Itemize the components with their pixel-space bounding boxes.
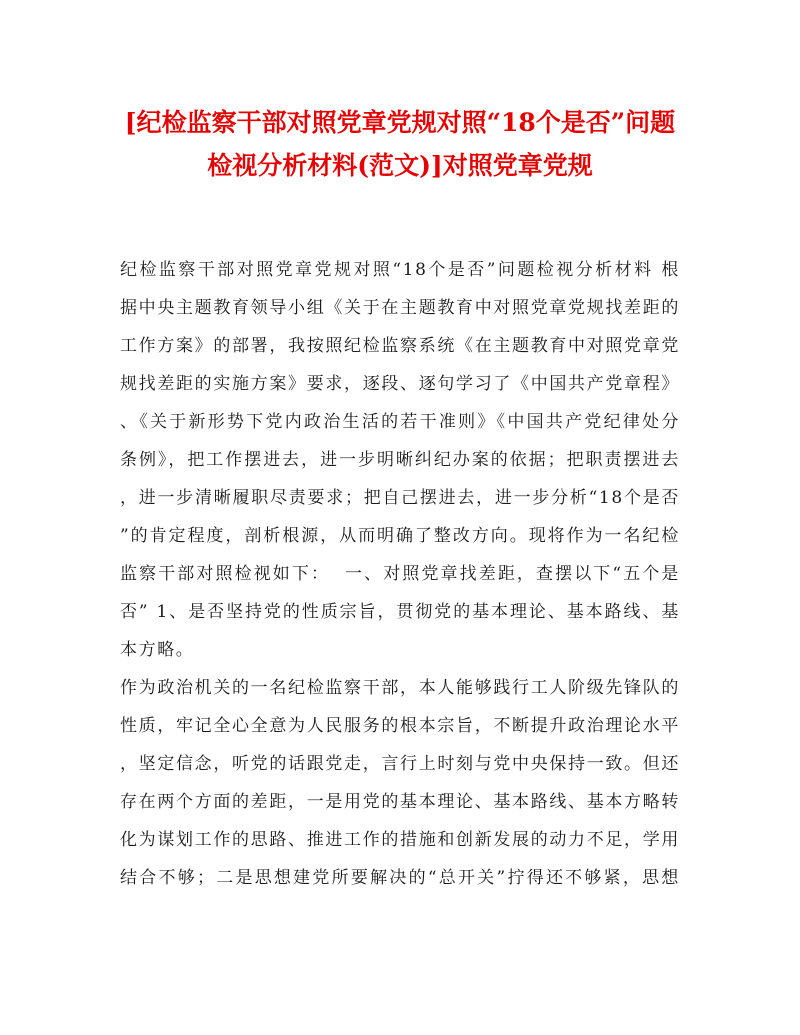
body-text-line: 据中央主题教育领导小组《关于在主题教育中对照党章党规找差距的 <box>120 298 680 318</box>
document-title-line-2: 检视分析材料(范文)]对照党章党规 <box>207 151 593 180</box>
body-text-line: 化为谋划工作的思路、推进工作的措施和创新发展的动力不足，学用 <box>120 830 680 850</box>
body-text-line: 、《关于新形势下党内政治生活的若干准则》《中国共产党纪律处分 <box>120 412 680 432</box>
body-text-line: 监察干部对照检视如下： 一、对照党章找差距，查摆以下“五个是 <box>120 564 680 584</box>
body-text-line: 否” 1、是否坚持党的性质宗旨，贯彻党的基本理论、基本路线、基 <box>120 602 680 622</box>
body-text-line: 结合不够；二是思想建党所要解决的“总开关”拧得还不够紧，思想 <box>120 868 680 888</box>
body-text-line: ”的肯定程度，剖析根源，从而明确了整改方向。现将作为一名纪检 <box>120 526 680 546</box>
body-text-line: 作为政治机关的一名纪检监察干部，本人能够践行工人阶级先锋队的 <box>120 678 680 698</box>
document-title-line-1: [纪检监察干部对照党章党规对照“18个是否”问题 <box>124 108 676 137</box>
body-text-line: ，进一步清晰履职尽责要求；把自己摆进去，进一步分析“18个是否 <box>120 488 680 508</box>
body-text-line: 工作方案》的部署，我按照纪检监察系统《在主题教育中对照党章党 <box>120 336 680 356</box>
body-text-line: 存在两个方面的差距，一是用党的基本理论、基本路线、基本方略转 <box>120 792 680 812</box>
body-text-line: 规找差距的实施方案》要求，逐段、逐句学习了《中国共产党章程》 <box>120 374 680 394</box>
body-text-line: 本方略。 <box>120 640 195 660</box>
body-text-line: 纪检监察干部对照党章党规对照“18个是否”问题检视分析材料 根 <box>120 260 680 280</box>
body-text-line: 条例》，把工作摆进去，进一步明晰纠纪办案的依据；把职责摆进去 <box>120 450 680 470</box>
body-text-line: 性质，牢记全心全意为人民服务的根本宗旨，不断提升政治理论水平 <box>120 716 680 736</box>
body-text-line: ，坚定信念，听党的话跟党走，言行上时刻与党中央保持一致。但还 <box>120 754 680 774</box>
